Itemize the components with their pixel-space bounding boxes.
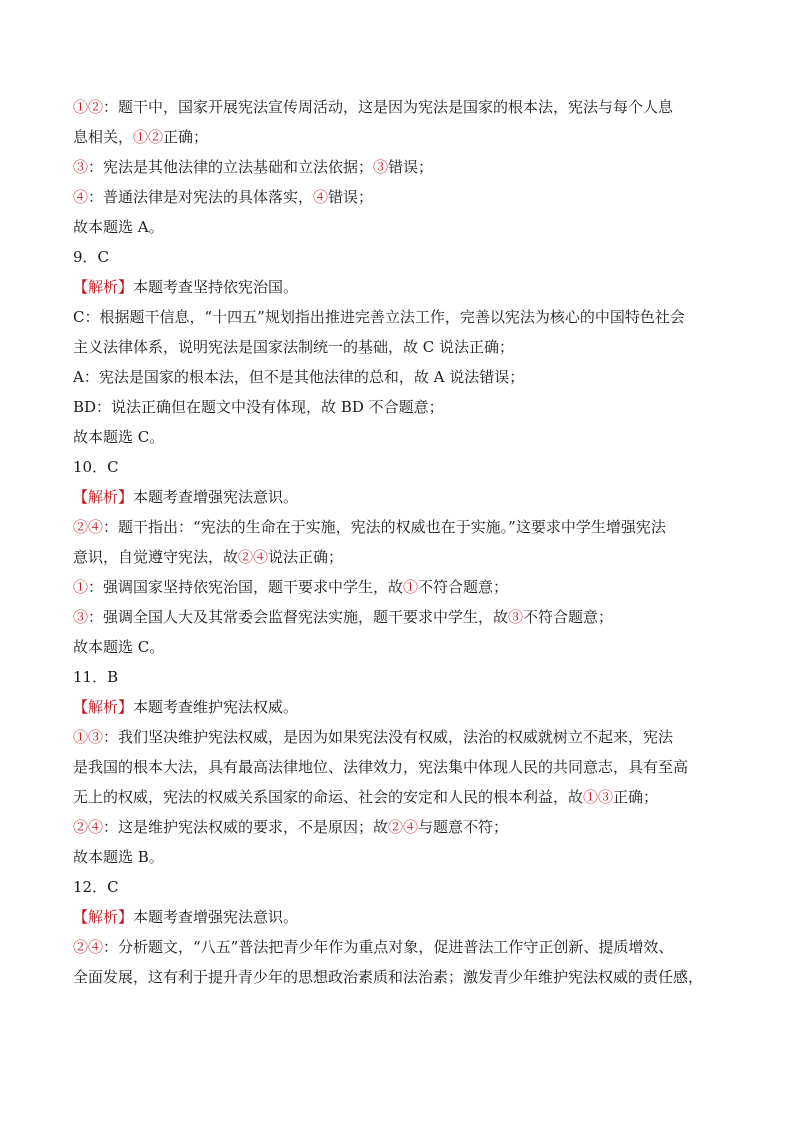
highlight-text: ① xyxy=(403,578,419,596)
text-line xyxy=(73,692,723,722)
body-text: 是我国的根本大法，具有最高法律地位、法律效力，宪法集中体现人民的共同意志，具有至高 xyxy=(73,758,689,776)
text-line xyxy=(73,392,723,422)
text-line xyxy=(73,332,723,362)
body-text: 9．C xyxy=(73,248,110,266)
highlight-text: 【解析】 xyxy=(73,278,134,296)
text-line xyxy=(73,902,723,932)
text-line xyxy=(73,542,723,572)
body-text: 错误； xyxy=(388,158,434,176)
text-line xyxy=(73,572,723,602)
text-line xyxy=(73,632,723,662)
highlight-text: ②④ xyxy=(238,548,269,566)
body-text: 本题考查增强宪法意识。 xyxy=(133,488,299,506)
body-text: A：宪法是国家的根本法，但不是其他法律的总和，故 A 说法错误； xyxy=(73,368,525,386)
highlight-text: ③ xyxy=(73,608,89,626)
body-text: 全面发展，这有利于提升青少年的思想政治素质和法治素；激发青少年维护宪法权威的责任感， xyxy=(73,968,704,986)
body-text: ：我们坚决维护宪法权威，是因为如果宪法没有权威，法治的权威就树立不起来，宪法 xyxy=(103,728,674,746)
body-text: 12．C xyxy=(73,878,119,896)
highlight-text: ① xyxy=(73,578,89,596)
text-line xyxy=(73,92,723,122)
text-line xyxy=(73,272,723,302)
body-text: ：题干指出：“宪法的生命在于实施，宪法的权威也在于实施。”这要求中学生增强宪法 xyxy=(103,518,666,536)
body-text: 不符合题意； xyxy=(523,608,614,626)
text-line xyxy=(73,932,723,962)
highlight-text: ②④ xyxy=(73,938,104,956)
body-text: ：分析题文，“八五”普法把青少年作为重点对象，促进普法工作守正创新、提质增效、 xyxy=(103,938,674,956)
highlight-text: ②④ xyxy=(73,518,104,536)
text-line xyxy=(73,242,723,272)
text-line xyxy=(73,722,723,752)
text-line xyxy=(73,422,723,452)
body-text: 与题意不符； xyxy=(418,818,509,836)
body-text: 主义法律体系，说明宪法是国家法制统一的基础，故 C 说法正确； xyxy=(73,338,515,356)
body-text: ：宪法是其他法律的立法基础和立法依据； xyxy=(88,158,374,176)
answer-explanation-text xyxy=(73,92,723,992)
highlight-text: ①③ xyxy=(73,728,104,746)
highlight-text: ④ xyxy=(73,188,89,206)
body-text: 故本题选 A。 xyxy=(73,218,164,236)
text-line xyxy=(73,452,723,482)
body-text: BD：说法正确但在题文中没有体现，故 BD 不合题意； xyxy=(73,398,444,416)
text-line xyxy=(73,962,723,992)
text-line xyxy=(73,122,723,152)
text-line xyxy=(73,842,723,872)
body-text: 息相关， xyxy=(73,128,134,146)
highlight-text: 【解析】 xyxy=(73,908,134,926)
body-text: 意识，自觉遵守宪法，故 xyxy=(73,548,239,566)
text-line xyxy=(73,302,723,332)
body-text: 错误； xyxy=(328,188,374,206)
body-text: 不符合题意； xyxy=(418,578,509,596)
body-text: ：强调全国人大及其常委会监督宪法实施，题干要求中学生，故 xyxy=(88,608,509,626)
text-line xyxy=(73,812,723,842)
body-text: 说法正确； xyxy=(268,548,344,566)
highlight-text: ③ xyxy=(508,608,524,626)
text-line xyxy=(73,512,723,542)
text-line xyxy=(73,182,723,212)
body-text: ：强调国家坚持依宪治国，题干要求中学生，故 xyxy=(88,578,404,596)
highlight-text: ②④ xyxy=(73,818,104,836)
text-line xyxy=(73,482,723,512)
body-text: ：题干中，国家开展宪法宣传周活动，这是因为宪法是国家的根本法，宪法与每个人息 xyxy=(103,98,674,116)
body-text: 无上的权威，宪法的权威关系国家的命运、社会的安定和人民的根本利益，故 xyxy=(73,788,584,806)
body-text: 正确； xyxy=(613,788,659,806)
text-line xyxy=(73,362,723,392)
highlight-text: ③ xyxy=(73,158,89,176)
highlight-text: ④ xyxy=(313,188,329,206)
text-line xyxy=(73,662,723,692)
body-text: 本题考查增强宪法意识。 xyxy=(133,908,299,926)
text-line xyxy=(73,602,723,632)
body-text: 11．B xyxy=(73,668,119,686)
highlight-text: 【解析】 xyxy=(73,488,134,506)
text-line xyxy=(73,152,723,182)
highlight-text: ②④ xyxy=(388,818,419,836)
body-text: 本题考查维护宪法权威。 xyxy=(133,698,299,716)
body-text: ：普通法律是对宪法的具体落实， xyxy=(88,188,314,206)
body-text: 故本题选 C。 xyxy=(73,638,165,656)
text-line xyxy=(73,212,723,242)
body-text: 故本题选 B。 xyxy=(73,848,164,866)
highlight-text: ①③ xyxy=(583,788,614,806)
text-line xyxy=(73,782,723,812)
body-text: 正确； xyxy=(163,128,209,146)
body-text: 10．C xyxy=(73,458,119,476)
body-text: 本题考查坚持依宪治国。 xyxy=(133,278,299,296)
body-text: 故本题选 C。 xyxy=(73,428,165,446)
highlight-text: ③ xyxy=(373,158,389,176)
text-line xyxy=(73,752,723,782)
highlight-text: 【解析】 xyxy=(73,698,134,716)
body-text: C：根据题干信息，“十四五”规划指出推进完善立法工作，完善以宪法为核心的中国特色社会 xyxy=(73,308,685,326)
highlight-text: ①② xyxy=(133,128,164,146)
highlight-text: ①② xyxy=(73,98,104,116)
body-text: ：这是维护宪法权威的要求，不是原因；故 xyxy=(103,818,389,836)
text-line xyxy=(73,872,723,902)
